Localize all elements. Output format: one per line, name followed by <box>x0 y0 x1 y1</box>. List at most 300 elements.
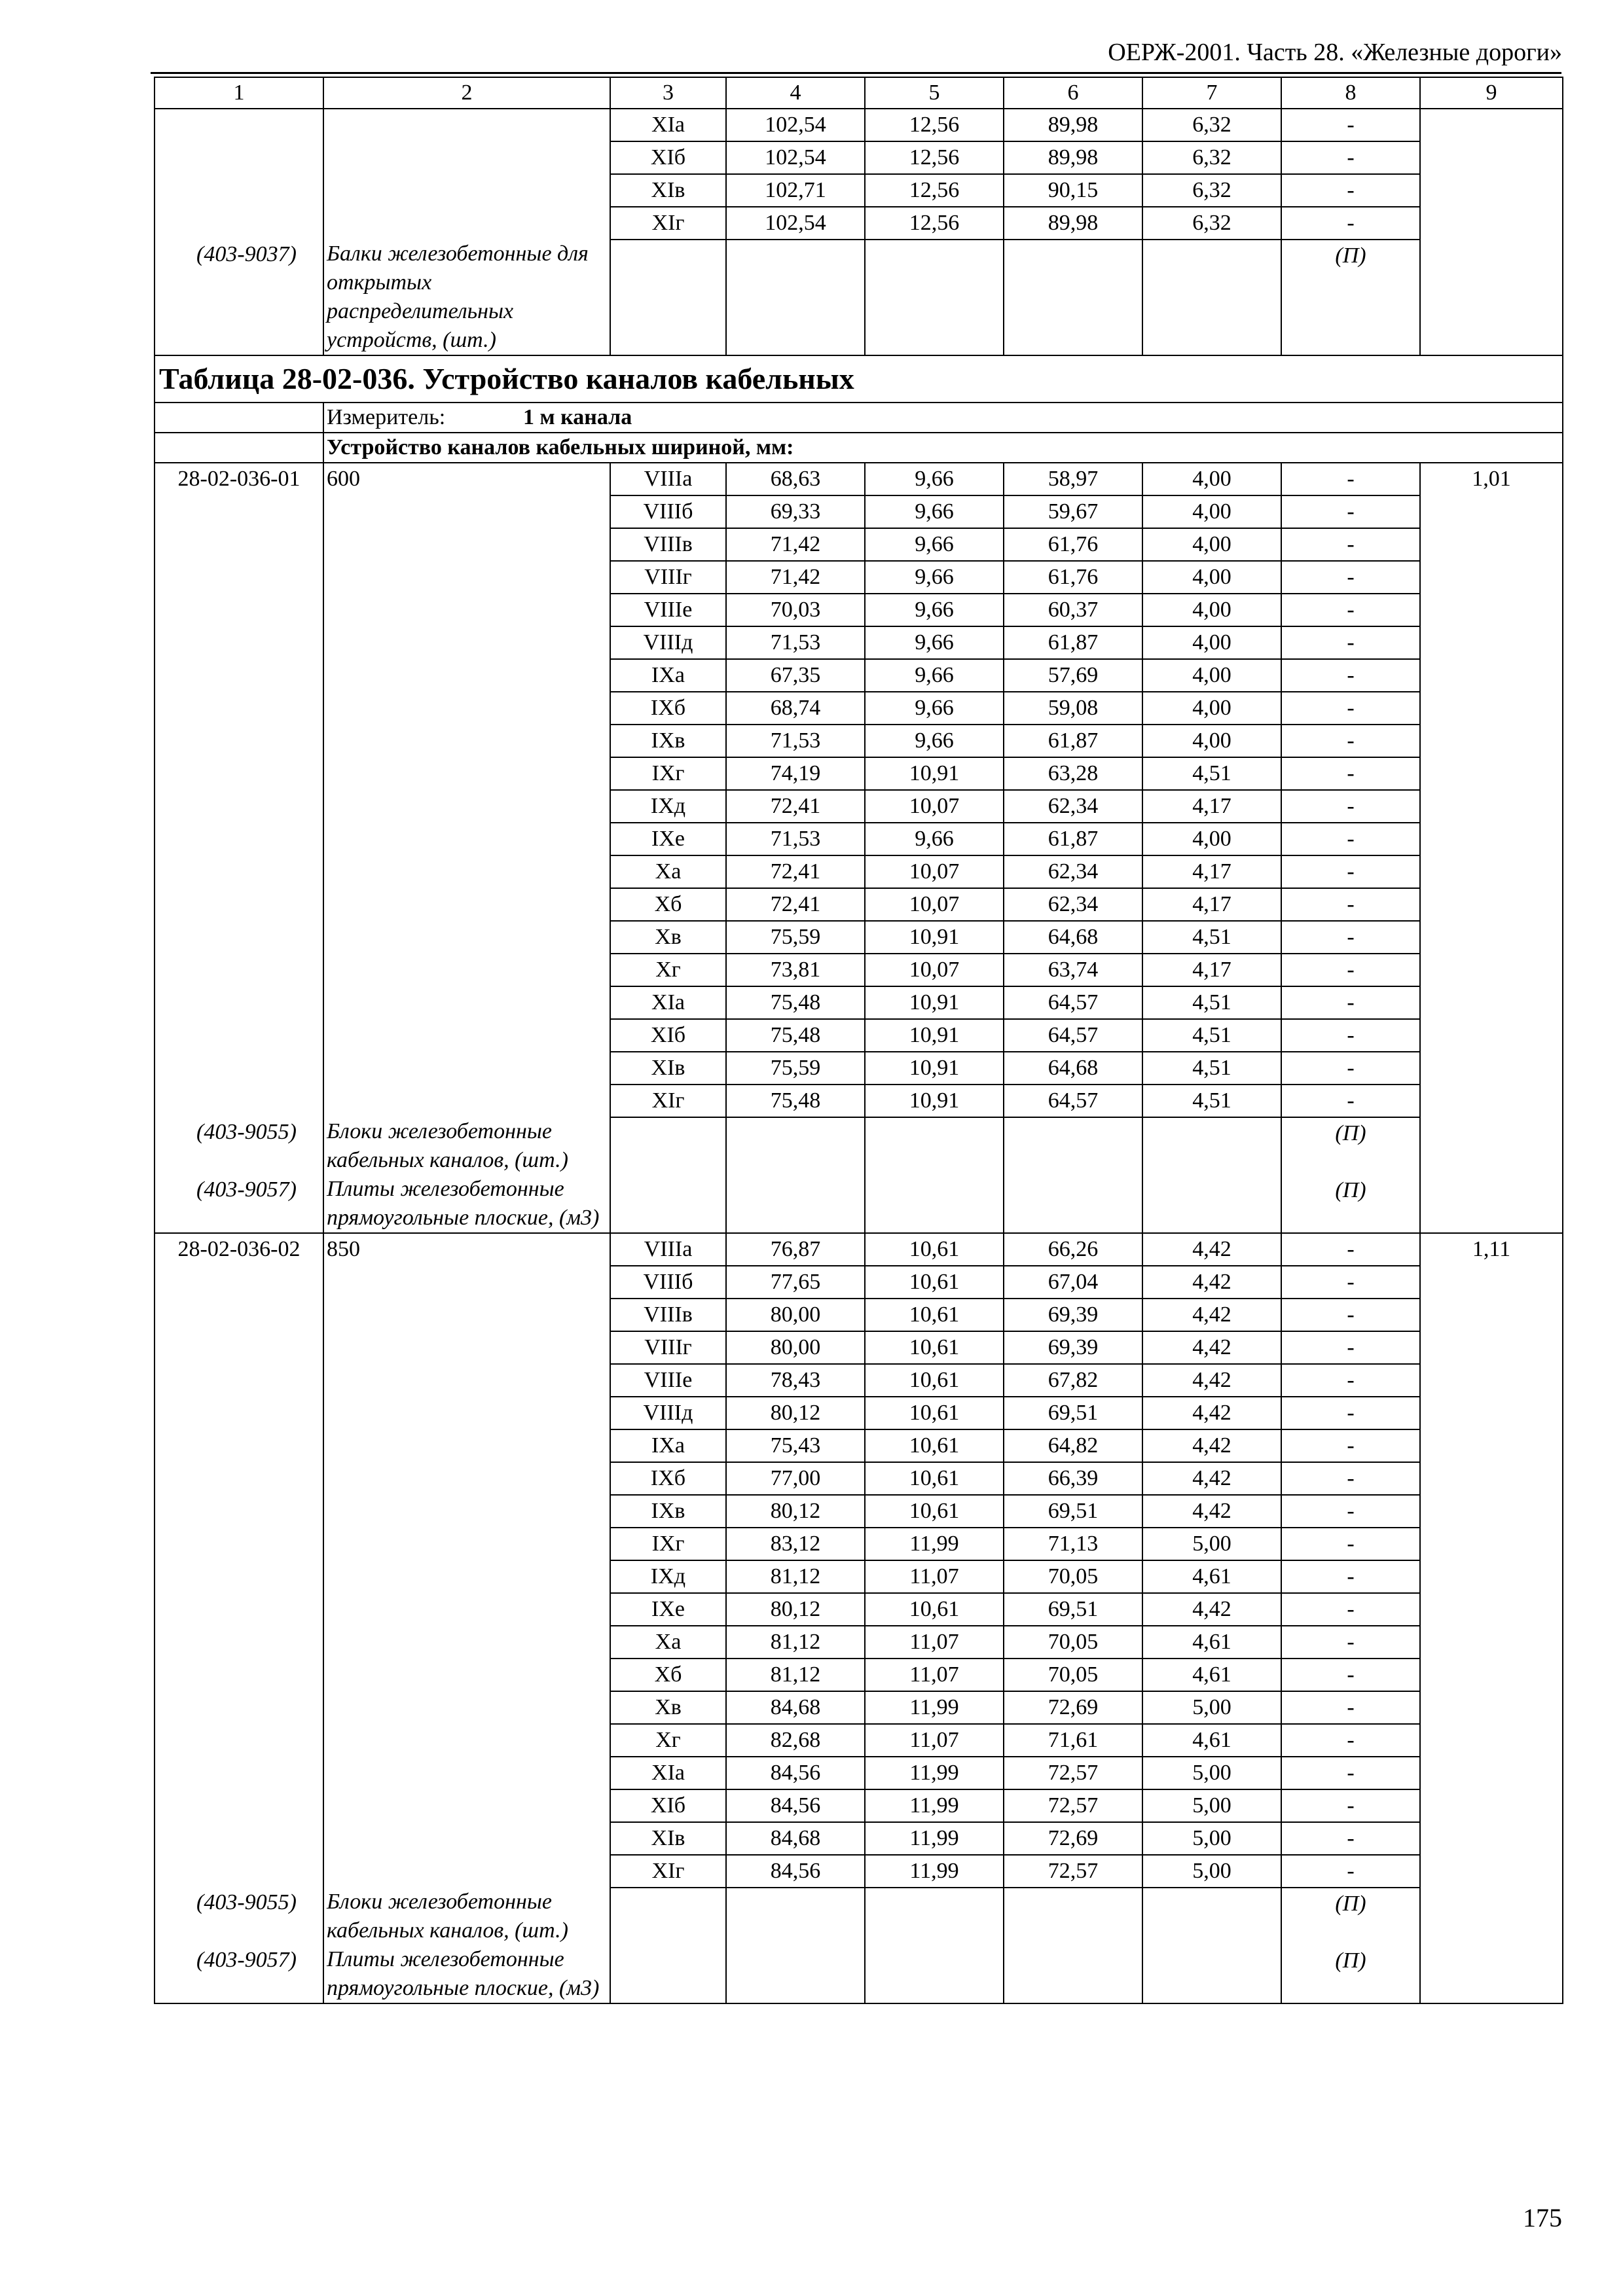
zone-cell: XIв <box>610 1052 726 1085</box>
material-cell: - <box>1281 141 1420 174</box>
item-code: 28-02-036-02 <box>155 1233 323 1266</box>
cost-cell: 75,59 <box>726 921 865 954</box>
item-code-cell <box>155 1019 323 1052</box>
labor-coef-cell <box>1420 141 1563 174</box>
item-name-cell <box>323 855 610 888</box>
labor-coef-cell <box>1420 954 1563 986</box>
table-row <box>155 207 1563 240</box>
machinist-wage-cell: 4,61 <box>1142 1626 1281 1659</box>
labor-coef-cell <box>1420 659 1563 692</box>
item-code-cell <box>155 986 323 1019</box>
column-number: 1 <box>155 77 323 109</box>
item-code-cell <box>155 692 323 725</box>
machinist-wage-cell: 4,00 <box>1142 725 1281 757</box>
labor-coef-cell <box>1420 495 1563 528</box>
table-row <box>155 1364 1563 1397</box>
machine-cell: 62,34 <box>1004 855 1142 888</box>
resource-code: (403-9055) <box>155 1117 323 1175</box>
item-code-cell <box>155 561 323 594</box>
table-row <box>155 1331 1563 1364</box>
machinist-wage-cell: 4,17 <box>1142 855 1281 888</box>
material-cell: - <box>1281 954 1420 986</box>
table-row <box>155 692 1563 725</box>
zone-cell: VIIIе <box>610 594 726 626</box>
empty-cell <box>1142 1888 1281 1945</box>
empty-cell <box>865 1888 1004 1945</box>
material-cell: - <box>1281 1266 1420 1299</box>
labor-coef-cell <box>1420 1299 1563 1331</box>
zone-cell: Xв <box>610 921 726 954</box>
resource-code: (403-9055) <box>155 1888 323 1945</box>
item-name-cell <box>323 692 610 725</box>
labor-coef-cell <box>1420 725 1563 757</box>
zone-cell: XIа <box>610 986 726 1019</box>
cost-cell: 75,59 <box>726 1052 865 1085</box>
machine-cell: 72,69 <box>1004 1691 1142 1724</box>
empty-cell <box>610 1117 726 1175</box>
machine-cell: 61,87 <box>1004 626 1142 659</box>
machinist-wage-cell: 4,00 <box>1142 626 1281 659</box>
machine-cell: 71,61 <box>1004 1724 1142 1757</box>
column-number-row <box>155 77 1563 109</box>
labor-coef: 1,01 <box>1420 463 1563 495</box>
item-name-cell <box>323 1789 610 1822</box>
machine-cell: 69,51 <box>1004 1495 1142 1528</box>
zone-cell: IXв <box>610 725 726 757</box>
machinist-wage-cell: 4,00 <box>1142 463 1281 495</box>
item-code-cell <box>155 626 323 659</box>
labor-coef-cell <box>1420 1266 1563 1299</box>
machinist-wage-cell: 4,42 <box>1142 1299 1281 1331</box>
zone-cell: IXа <box>610 1429 726 1462</box>
table-row <box>155 495 1563 528</box>
zone-cell: XIг <box>610 1855 726 1888</box>
machinist-wage-cell: 5,00 <box>1142 1855 1281 1888</box>
zone-cell: VIIIе <box>610 1364 726 1397</box>
cost-cell: 83,12 <box>726 1528 865 1560</box>
wage-cell: 10,61 <box>865 1462 1004 1495</box>
item-code-cell <box>155 1789 323 1822</box>
empty-cell <box>726 1117 865 1175</box>
item-name-cell <box>323 921 610 954</box>
machine-cell: 70,05 <box>1004 1560 1142 1593</box>
machinist-wage-cell: 4,00 <box>1142 495 1281 528</box>
zone-cell: VIIIб <box>610 1266 726 1299</box>
material-cell: - <box>1281 594 1420 626</box>
material-cell: - <box>1281 1724 1420 1757</box>
table-row <box>155 174 1563 207</box>
labor-coef-cell <box>1420 174 1563 207</box>
empty-cell <box>1142 240 1281 355</box>
material-cell: - <box>1281 1855 1420 1888</box>
labor-coef-cell <box>1420 888 1563 921</box>
table-row <box>155 1560 1563 1593</box>
wage-cell: 11,07 <box>865 1724 1004 1757</box>
item-name-cell <box>323 986 610 1019</box>
machine-cell: 62,34 <box>1004 888 1142 921</box>
machine-cell: 70,05 <box>1004 1659 1142 1691</box>
material-cell: - <box>1281 1593 1420 1626</box>
item-name-cell <box>323 1299 610 1331</box>
machine-cell: 72,57 <box>1004 1789 1142 1822</box>
wage-cell: 9,66 <box>865 626 1004 659</box>
item-code-cell <box>155 757 323 790</box>
item-code-cell <box>155 528 323 561</box>
item-code-cell <box>155 207 323 240</box>
machinist-wage-cell: 4,42 <box>1142 1397 1281 1429</box>
machine-cell: 72,57 <box>1004 1855 1142 1888</box>
wage-cell: 10,07 <box>865 790 1004 823</box>
table-row <box>155 1019 1563 1052</box>
item-name-cell <box>323 790 610 823</box>
zone-cell: XIа <box>610 109 726 141</box>
zone-cell: VIIIд <box>610 626 726 659</box>
machine-cell: 90,15 <box>1004 174 1142 207</box>
machinist-wage-cell: 4,00 <box>1142 594 1281 626</box>
zone-cell: XIг <box>610 1085 726 1117</box>
machine-cell: 66,39 <box>1004 1462 1142 1495</box>
machinist-wage-cell: 6,32 <box>1142 207 1281 240</box>
cost-cell: 102,71 <box>726 174 865 207</box>
machinist-wage-cell: 4,42 <box>1142 1364 1281 1397</box>
item-name-cell <box>323 141 610 174</box>
empty-cell <box>865 1945 1004 2003</box>
zone-cell: IXв <box>610 1495 726 1528</box>
wage-cell: 12,56 <box>865 174 1004 207</box>
item-code-cell <box>155 1266 323 1299</box>
item-code-cell <box>155 659 323 692</box>
zone-cell: IXб <box>610 692 726 725</box>
zone-cell: Xг <box>610 1724 726 1757</box>
wage-cell: 10,91 <box>865 1085 1004 1117</box>
table-row <box>155 823 1563 855</box>
machine-cell: 61,87 <box>1004 725 1142 757</box>
material-cell: - <box>1281 1626 1420 1659</box>
machine-cell: 57,69 <box>1004 659 1142 692</box>
item-name-cell <box>323 1364 610 1397</box>
wage-cell: 10,61 <box>865 1429 1004 1462</box>
machinist-wage-cell: 6,32 <box>1142 174 1281 207</box>
machinist-wage-cell: 4,42 <box>1142 1331 1281 1364</box>
cost-cell: 84,68 <box>726 1691 865 1724</box>
item-name-cell <box>323 207 610 240</box>
cost-cell: 68,74 <box>726 692 865 725</box>
cost-cell: 71,53 <box>726 823 865 855</box>
wage-cell: 10,91 <box>865 1052 1004 1085</box>
material-cell: - <box>1281 659 1420 692</box>
table-row <box>155 1299 1563 1331</box>
labor-coef-cell <box>1420 626 1563 659</box>
table-row <box>155 1626 1563 1659</box>
material-cell: - <box>1281 1299 1420 1331</box>
machine-cell: 61,87 <box>1004 823 1142 855</box>
wage-cell: 12,56 <box>865 141 1004 174</box>
machine-cell: 72,69 <box>1004 1822 1142 1855</box>
material-cell: - <box>1281 692 1420 725</box>
resource-name: Блоки железобетонные кабельных каналов, (шт.) <box>323 1888 610 1945</box>
labor-coef-cell <box>1420 1019 1563 1052</box>
item-name-cell <box>323 561 610 594</box>
machinist-wage-cell: 5,00 <box>1142 1528 1281 1560</box>
item-code-cell <box>155 1757 323 1789</box>
labor-coef: 1,11 <box>1420 1233 1563 1266</box>
machine-cell: 89,98 <box>1004 109 1142 141</box>
table-row <box>155 790 1563 823</box>
table-row <box>155 1822 1563 1855</box>
cost-cell: 78,43 <box>726 1364 865 1397</box>
item-code-cell <box>155 141 323 174</box>
material-cell: - <box>1281 207 1420 240</box>
machinist-wage-cell: 4,00 <box>1142 561 1281 594</box>
labor-coef-cell <box>1420 790 1563 823</box>
table-subtitle: Устройство каналов кабельных шириной, мм: <box>323 433 1563 463</box>
item-name-cell <box>323 1724 610 1757</box>
cost-cell: 102,54 <box>726 207 865 240</box>
labor-coef-cell <box>1420 207 1563 240</box>
wage-cell: 10,61 <box>865 1593 1004 1626</box>
labor-coef-cell <box>1420 1528 1563 1560</box>
item-code-cell <box>155 109 323 141</box>
item-name-cell <box>323 594 610 626</box>
item-code-cell <box>155 1855 323 1888</box>
item-name-cell <box>323 659 610 692</box>
item-code-cell <box>155 1085 323 1117</box>
labor-coef-cell <box>1420 1462 1563 1495</box>
machinist-wage-cell: 4,42 <box>1142 1462 1281 1495</box>
wage-cell: 11,99 <box>865 1822 1004 1855</box>
item-name-cell <box>323 823 610 855</box>
labor-coef-cell <box>1420 594 1563 626</box>
wage-cell: 10,07 <box>865 855 1004 888</box>
table-row <box>155 1085 1563 1117</box>
zone-cell: IXг <box>610 757 726 790</box>
item-code-cell <box>155 1299 323 1331</box>
zone-cell: XIа <box>610 1757 726 1789</box>
labor-coef-cell <box>1420 1397 1563 1429</box>
machine-cell: 60,37 <box>1004 594 1142 626</box>
table-row <box>155 1397 1563 1429</box>
wage-cell: 11,99 <box>865 1691 1004 1724</box>
labor-coef-cell <box>1420 1659 1563 1691</box>
labor-coef-cell <box>1420 1855 1563 1888</box>
material-cell: - <box>1281 1429 1420 1462</box>
item-name-cell <box>323 626 610 659</box>
cost-cell: 75,48 <box>726 1085 865 1117</box>
machinist-wage-cell: 4,00 <box>1142 659 1281 692</box>
machine-cell: 59,08 <box>1004 692 1142 725</box>
material-cell: - <box>1281 1495 1420 1528</box>
machinist-wage-cell: 4,61 <box>1142 1724 1281 1757</box>
labor-coef-cell <box>1420 1724 1563 1757</box>
item-name-cell <box>323 1429 610 1462</box>
table-row <box>155 463 1563 495</box>
cost-cell: 69,33 <box>726 495 865 528</box>
machinist-wage-cell: 4,00 <box>1142 528 1281 561</box>
cost-cell: 84,56 <box>726 1757 865 1789</box>
cost-cell: 75,48 <box>726 986 865 1019</box>
cost-cell: 72,41 <box>726 888 865 921</box>
resource-name: Балки железобетонные для открытых распределительных устройств, (шт.) <box>323 240 610 355</box>
table-row <box>155 1495 1563 1528</box>
zone-cell: Xг <box>610 954 726 986</box>
empty-cell <box>1420 240 1563 355</box>
item-code-cell <box>155 790 323 823</box>
item-code-cell <box>155 1822 323 1855</box>
table-row <box>155 1855 1563 1888</box>
machinist-wage-cell: 5,00 <box>1142 1757 1281 1789</box>
resource-code: (403-9057) <box>155 1945 323 2003</box>
table-row <box>155 986 1563 1019</box>
zone-cell: IXе <box>610 1593 726 1626</box>
material-cell: - <box>1281 109 1420 141</box>
item-name-cell <box>323 1462 610 1495</box>
machinist-wage-cell: 4,17 <box>1142 888 1281 921</box>
zone-cell: IXд <box>610 790 726 823</box>
labor-coef-cell <box>1420 921 1563 954</box>
wage-cell: 11,07 <box>865 1626 1004 1659</box>
machinist-wage-cell: 5,00 <box>1142 1789 1281 1822</box>
table-row <box>155 626 1563 659</box>
empty-cell <box>1142 1945 1281 2003</box>
material-cell: - <box>1281 495 1420 528</box>
item-name-cell <box>323 1085 610 1117</box>
machinist-wage-cell: 4,51 <box>1142 921 1281 954</box>
machinist-wage-cell: 4,42 <box>1142 1233 1281 1266</box>
machinist-wage-cell: 6,32 <box>1142 109 1281 141</box>
wage-cell: 10,91 <box>865 1019 1004 1052</box>
material-cell: - <box>1281 1659 1420 1691</box>
item-code-cell <box>155 1528 323 1560</box>
table-title-row <box>155 355 1563 403</box>
machine-cell: 69,51 <box>1004 1397 1142 1429</box>
resource-mark: (П) <box>1281 1945 1420 2003</box>
material-cell: - <box>1281 1331 1420 1364</box>
material-cell: - <box>1281 725 1420 757</box>
cost-cell: 102,54 <box>726 141 865 174</box>
material-cell: - <box>1281 528 1420 561</box>
subtitle-row <box>155 433 1563 463</box>
machinist-wage-cell: 4,51 <box>1142 1052 1281 1085</box>
item-code-cell <box>155 1593 323 1626</box>
item-code-cell <box>155 1691 323 1724</box>
column-number: 3 <box>610 77 726 109</box>
item-code: 28-02-036-01 <box>155 463 323 495</box>
table-row <box>155 757 1563 790</box>
machine-cell: 64,57 <box>1004 1019 1142 1052</box>
zone-cell: VIIIа <box>610 463 726 495</box>
material-cell: - <box>1281 1364 1420 1397</box>
labor-coef-cell <box>1420 1626 1563 1659</box>
zone-cell: VIIIд <box>610 1397 726 1429</box>
resource-code: (403-9057) <box>155 1175 323 1233</box>
wage-cell: 10,61 <box>865 1266 1004 1299</box>
cost-cell: 73,81 <box>726 954 865 986</box>
wage-cell: 9,66 <box>865 561 1004 594</box>
cost-cell: 71,42 <box>726 528 865 561</box>
zone-cell: Xв <box>610 1691 726 1724</box>
item-name-cell <box>323 1397 610 1429</box>
wage-cell: 9,66 <box>865 692 1004 725</box>
labor-coef-cell <box>1420 1429 1563 1462</box>
material-cell: - <box>1281 1757 1420 1789</box>
zone-cell: XIв <box>610 174 726 207</box>
empty-cell <box>1142 1175 1281 1233</box>
material-cell: - <box>1281 561 1420 594</box>
empty-cell <box>1420 1945 1563 2003</box>
machinist-wage-cell: 4,17 <box>1142 790 1281 823</box>
labor-coef-cell <box>1420 1495 1563 1528</box>
empty-cell <box>1420 1175 1563 1233</box>
cost-cell: 80,12 <box>726 1593 865 1626</box>
item-code-cell <box>155 725 323 757</box>
item-code-cell <box>155 594 323 626</box>
zone-cell: VIIIа <box>610 1233 726 1266</box>
labor-coef-cell <box>1420 1085 1563 1117</box>
wage-cell: 10,61 <box>865 1233 1004 1266</box>
zone-cell: Xб <box>610 888 726 921</box>
labor-coef-cell <box>1420 986 1563 1019</box>
item-name-cell <box>323 528 610 561</box>
wage-cell: 10,61 <box>865 1299 1004 1331</box>
labor-coef-cell <box>1420 692 1563 725</box>
table-title: Таблица 28-02-036. Устройство каналов кабельных <box>155 355 1563 403</box>
item-name-cell <box>323 757 610 790</box>
empty-cell <box>865 240 1004 355</box>
table-row <box>155 141 1563 174</box>
empty-cell <box>1004 1888 1142 1945</box>
material-cell: - <box>1281 757 1420 790</box>
item-name-cell <box>323 954 610 986</box>
item-name-cell <box>323 1855 610 1888</box>
labor-coef-cell <box>1420 1331 1563 1364</box>
cost-cell: 77,00 <box>726 1462 865 1495</box>
item-code-cell <box>155 823 323 855</box>
resource-row <box>155 1888 1563 1945</box>
wage-cell: 10,61 <box>865 1495 1004 1528</box>
table-row <box>155 561 1563 594</box>
measure-row <box>155 403 1563 433</box>
table-row <box>155 1593 1563 1626</box>
item-code-cell <box>155 1462 323 1495</box>
table-row <box>155 954 1563 986</box>
machine-cell: 70,05 <box>1004 1626 1142 1659</box>
item-code-cell <box>155 1495 323 1528</box>
table-row <box>155 725 1563 757</box>
resource-mark: (П) <box>1281 1175 1420 1233</box>
norms-table-body <box>155 77 1563 2003</box>
item-name-cell <box>323 1822 610 1855</box>
cost-cell: 81,12 <box>726 1560 865 1593</box>
material-cell: - <box>1281 1560 1420 1593</box>
wage-cell: 10,07 <box>865 954 1004 986</box>
cost-cell: 76,87 <box>726 1233 865 1266</box>
machine-cell: 67,04 <box>1004 1266 1142 1299</box>
zone-cell: XIв <box>610 1822 726 1855</box>
machine-cell: 69,39 <box>1004 1331 1142 1364</box>
material-cell: - <box>1281 463 1420 495</box>
machine-cell: 61,76 <box>1004 528 1142 561</box>
page-number: 175 <box>1523 2203 1562 2233</box>
item-name-cell <box>323 1528 610 1560</box>
wage-cell: 9,66 <box>865 823 1004 855</box>
material-cell: - <box>1281 790 1420 823</box>
machinist-wage-cell: 4,51 <box>1142 757 1281 790</box>
table-row <box>155 888 1563 921</box>
column-number: 5 <box>865 77 1004 109</box>
machine-cell: 89,98 <box>1004 207 1142 240</box>
resource-row <box>155 1175 1563 1233</box>
item-name-cell <box>323 1560 610 1593</box>
